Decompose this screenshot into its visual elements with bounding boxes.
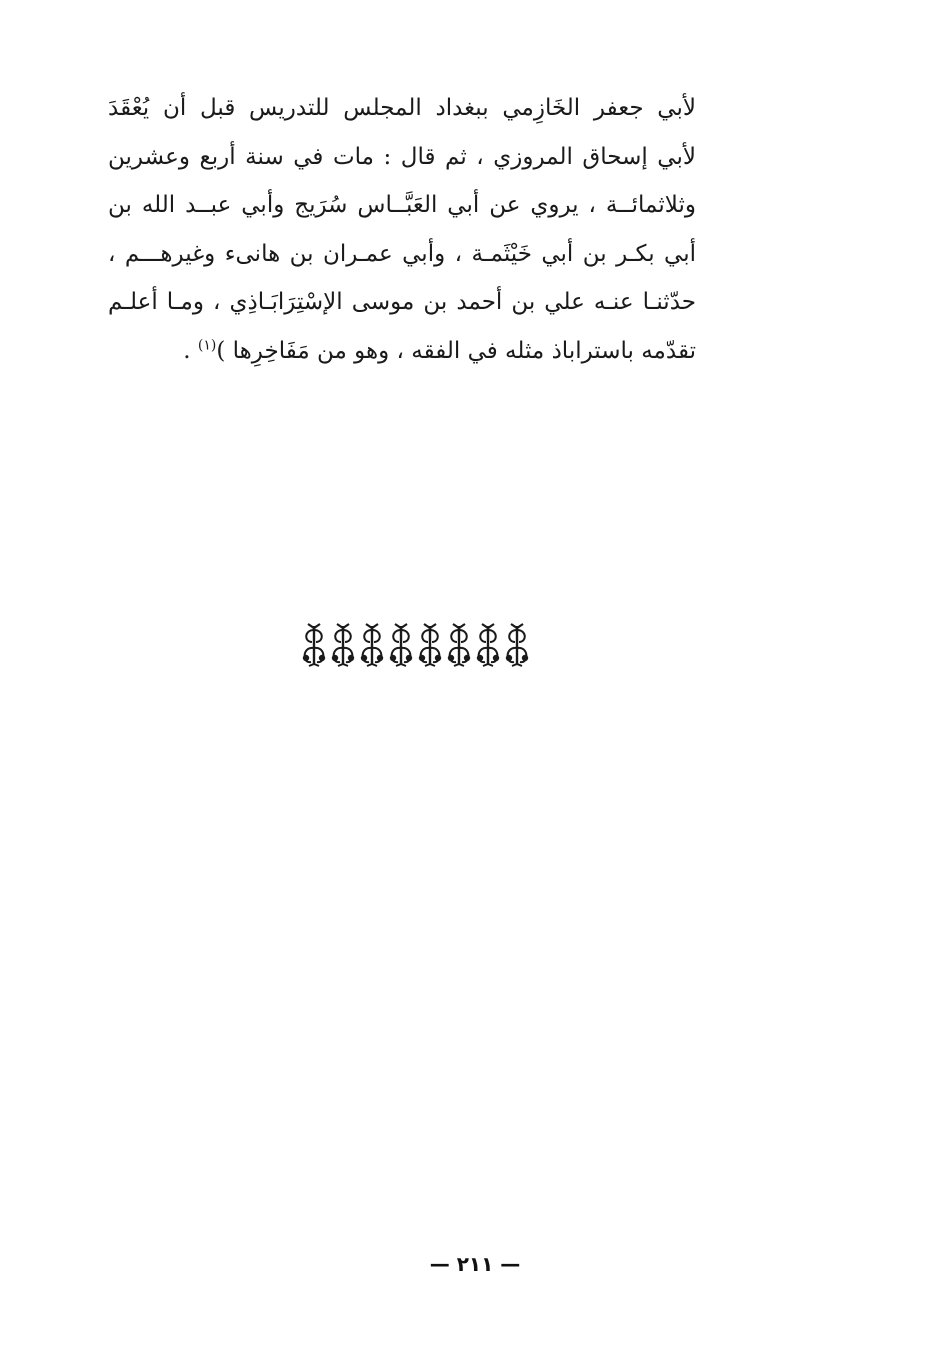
text-line-2: لأبي إسحاق المروزي ، ثم قال : مات في سنة أربع وعشرين xyxy=(108,143,696,170)
footnote-reference[interactable]: (١) xyxy=(197,336,217,353)
text-line-4: أبي بكـر بن أبي خَيْثَمـة ، وأبي عمـران بن هانىء وغيرهـــم ، xyxy=(108,240,696,267)
text-line-3: وثلاثمائــة ، يروي عن أبي العَبَّــاس سُرَيج وأبي عبــد الله بن xyxy=(108,192,696,218)
body-paragraph xyxy=(108,84,696,375)
text-line-5: حدّثنـا عنـه علي بن أحمد بن موسى الإسْتِرَابَـاذِي ، ومـا أعلـم xyxy=(108,289,696,315)
text-line-6-content: تقدّمه باستراباذ مثله في الفقه ، وهو من مَفَاخِرِها ) xyxy=(216,337,696,364)
text-line-1: لأبي جعفر الخَازِمي ببغداد المجلس للتدريس قبل أن يُعْقَدَ xyxy=(108,95,696,121)
ornament-divider-icon xyxy=(300,620,530,670)
closing-period: . xyxy=(183,337,198,364)
text-line-6 xyxy=(108,327,696,376)
page-number: — ٢١١ — xyxy=(429,1252,521,1276)
